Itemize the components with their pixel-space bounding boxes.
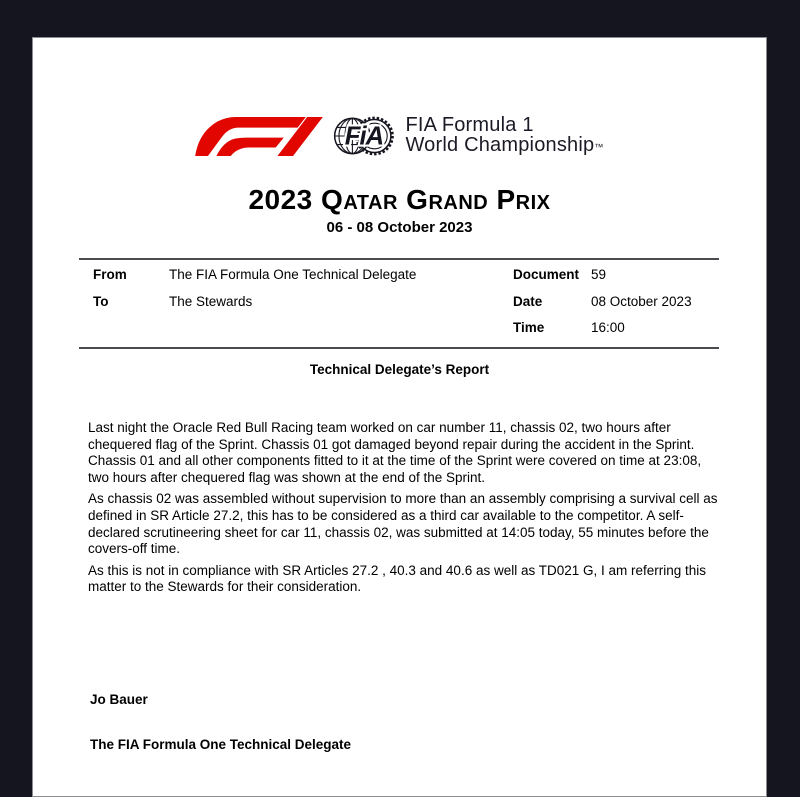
date-label: Date xyxy=(513,294,543,309)
report-paragraph: As chassis 02 was assembled without supervision to more than an assembly comprising a survival cell as defined in SR Article 27.2, this has to be considered as a third car available to the competitor. A self-declared scrutineering sheet for car 11, chassis 02, was submitted at 14:05 today, 55 minutes before the covers-off time. xyxy=(88,491,718,557)
fia-monogram: FiA xyxy=(345,122,384,151)
to-value: The Stewards xyxy=(169,294,253,309)
fia-globe-gear-icon xyxy=(332,114,396,158)
championship-wordmark xyxy=(405,115,603,158)
report-paragraph: Last night the Oracle Red Bull Racing team worked on car number 11, chassis 02, two hours after chequered flag of the Sprint. Chassis 01 got damaged beyond repair during the accident in the Sprint. Chassis 01 and all other components fitted to it at the time of the Sprint were covered on time at 23:08, two hours after chequered flag was shown at the end of the Sprint. xyxy=(88,420,702,485)
header-logo-row xyxy=(33,114,766,158)
time-label: Time xyxy=(513,320,545,335)
document-page xyxy=(32,37,767,797)
time-value: 16:00 xyxy=(591,320,625,335)
from-value: The FIA Formula One Technical Delegate xyxy=(169,267,417,282)
report-paragraph: As this is not in compliance with SR Articles 27.2 , 40.3 and 40.6 as well as TD021 G, I am referring this matter to the Stewards for their consideration. xyxy=(88,562,707,595)
event-dates: 06 - 08 October 2023 xyxy=(326,219,473,236)
header-divider-bottom xyxy=(79,347,719,349)
event-title: 2023 Qatar Grand Prix xyxy=(248,184,551,215)
document-label: Document xyxy=(513,267,580,282)
signature-name: Jo Bauer xyxy=(90,692,148,707)
trademark-symbol: ™ xyxy=(594,142,604,152)
wordmark-line1: FIA Formula 1 xyxy=(405,113,534,136)
wordmark-line2: World Championship™ xyxy=(405,134,604,156)
report-body xyxy=(88,420,725,601)
report-heading: Technical Delegate’s Report xyxy=(309,362,490,377)
date-value: 08 October 2023 xyxy=(591,294,692,309)
header-divider-top xyxy=(79,258,719,260)
to-label: To xyxy=(93,294,109,309)
signature-title: The FIA Formula One Technical Delegate xyxy=(90,737,352,752)
document-number: 59 xyxy=(591,267,607,282)
f1-logo-icon xyxy=(195,117,323,156)
from-label: From xyxy=(93,267,127,282)
